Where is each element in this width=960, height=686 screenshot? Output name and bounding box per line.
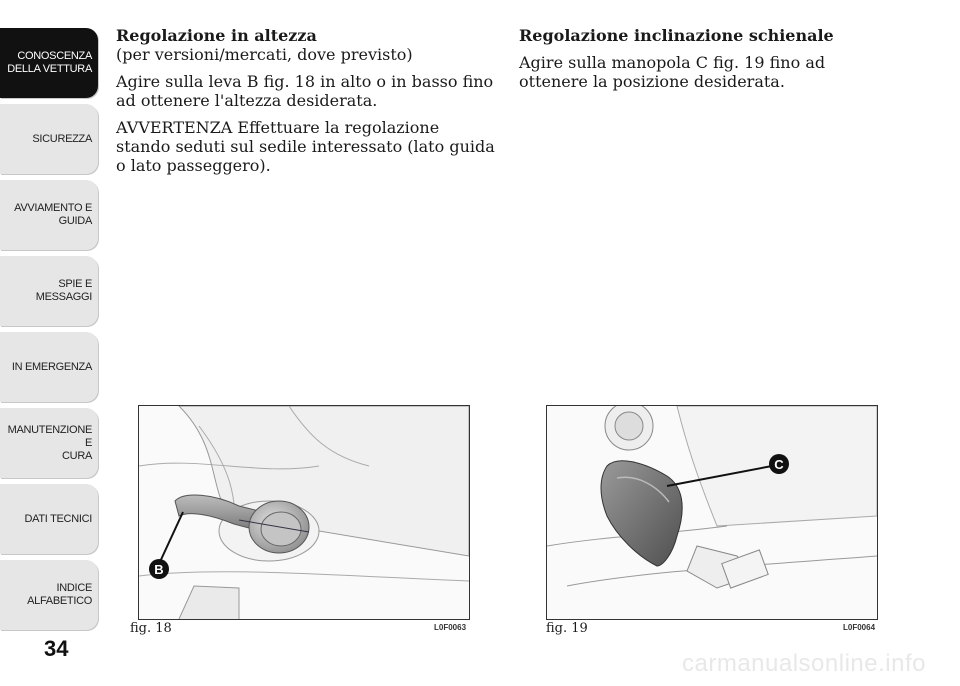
tab-label: AVVIAMENTO E GUIDA: [14, 202, 92, 227]
tab-spie-e-messaggi[interactable]: [0, 256, 98, 326]
tab-manutenzione-e-cura[interactable]: [0, 408, 98, 478]
section-subheading: (per versioni/mercati, dove previsto): [116, 45, 413, 64]
tab-sicurezza[interactable]: [0, 104, 98, 174]
callout-c-label: C: [774, 457, 784, 472]
tab-label: SICUREZZA: [32, 132, 92, 145]
figure-19-code: L0F0064: [843, 623, 876, 632]
right-column: [519, 26, 899, 99]
tab-avviamento-e-guida[interactable]: [0, 180, 98, 250]
tab-label: CONOSCENZA DELLA VETTURA: [7, 50, 92, 75]
tab-dati-tecnici[interactable]: [0, 484, 98, 554]
tab-label: SPIE E MESSAGGI: [35, 278, 92, 303]
backrest-knob-illustration: [547, 406, 877, 619]
watermark-footer: carmanualsonline.info: [682, 650, 926, 677]
section-heading-backrest: Regolazione inclinazione schienale: [519, 26, 834, 45]
seat-lever-illustration: [139, 406, 469, 619]
figure-18-seat-lever: [138, 405, 470, 620]
section-heading-height: Regolazione in altezza: [116, 26, 317, 45]
callout-b-label: B: [154, 562, 164, 577]
figure-19-backrest-knob: [546, 405, 878, 620]
paragraph-warning: AVVERTENZA Effettuare la regolazione stando seduti sul sedile interessato (lato guida o lato passeggero).: [116, 118, 495, 175]
paragraph-knob: Agire sulla manopola C fig. 19 fino ad ottenere la posizione desiderata.: [519, 53, 826, 91]
tab-label: IN EMERGENZA: [11, 360, 92, 373]
figure-18-code: L0F0063: [434, 623, 467, 632]
figure-18-caption: fig. 18: [130, 621, 172, 636]
page-number: 34: [44, 636, 69, 661]
tab-indice-alfabetico[interactable]: [0, 560, 98, 630]
paragraph-lever: Agire sulla leva B fig. 18 in alto o in basso fino ad ottenere l'altezza desiderata.: [116, 72, 494, 110]
tab-in-emergenza[interactable]: [0, 332, 98, 402]
tab-label: INDICE ALFABETICO: [27, 582, 92, 607]
tab-conoscenza-della-vettura[interactable]: [0, 28, 98, 98]
left-column: [116, 26, 496, 183]
tab-label: MANUTENZIONE E CURA: [7, 423, 92, 462]
figure-19-caption: fig. 19: [546, 621, 588, 636]
tab-label: DATI TECNICI: [24, 512, 92, 525]
